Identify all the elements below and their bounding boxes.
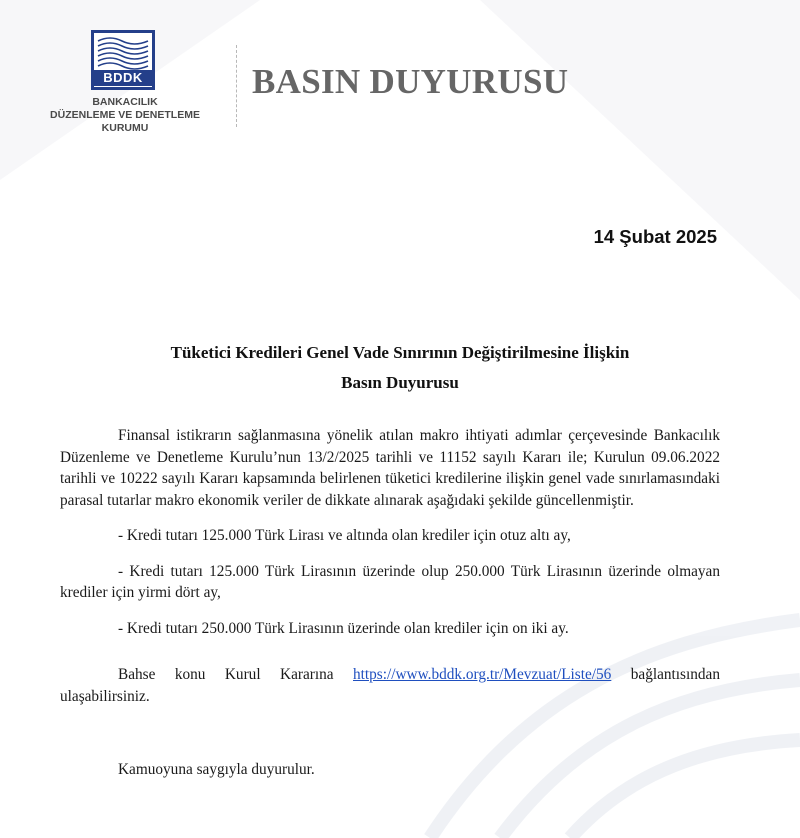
link-prefix-text: Bahse konu Kurul Kararına [118, 666, 353, 683]
link-suffix-text: bağlantısından ulaşabilirsiniz. [60, 666, 720, 705]
logo-abbreviation: BDDK [94, 70, 152, 86]
document-title [0, 338, 800, 398]
list-item: - Kredi tutarı 250.000 Türk Lirasının üzerinde olan krediler için on iki ay. [118, 619, 569, 637]
press-release-heading: BASIN DUYURUSU [252, 62, 569, 101]
header-divider [236, 45, 237, 127]
regulation-link[interactable]: https://www.bddk.org.tr/Mevzuat/Liste/56 [353, 666, 612, 683]
list-item: - Kredi tutarı 125.000 Türk Lirası ve altında olan krediler için otuz altı ay, [118, 527, 571, 544]
logo-organization-name: BANKACILIK DÜZENLEME VE DENETLEME KURUMU [50, 96, 200, 134]
intro-paragraph: Finansal istikrarın sağlanmasına yönelik atılan makro ihtiyati adımlar çerçevesinde Bankacılık Düzenleme ve Denetleme Kurulu’nun 13/2/2025 tarihli ve 11152 sayılı Kararı ile; Kurulun 09.06.2022 tarihli ve 10222 sayılı Kararı kapsamında belirlenen tüketici kredilerine ilişkin genel vade sınırlamasındaki parasal tutarlar makro ekonomik veriler de dikkate alınarak aşağıdaki şekilde güncellenmiştir. [60, 427, 720, 509]
waves-icon [94, 33, 152, 71]
bddk-logo [91, 30, 155, 90]
letterhead [0, 0, 800, 150]
document-title-line-1: Tüketici Kredileri Genel Vade Sınırının Değiştirilmesine İlişkin [170, 343, 630, 362]
document-body [60, 425, 720, 781]
closing-sentence: Kamuoyuna saygıyla duyurulur. [118, 761, 315, 778]
release-date: 14 Şubat 2025 [593, 226, 717, 247]
link-paragraph [60, 664, 720, 707]
document-title-line-2: Basın Duyurusu [341, 373, 459, 392]
list-item: - Kredi tutarı 125.000 Türk Lirasının üzerinde olup 250.000 Türk Lirasının üzerinde olmayan krediler için yirmi dört ay, [60, 562, 720, 601]
